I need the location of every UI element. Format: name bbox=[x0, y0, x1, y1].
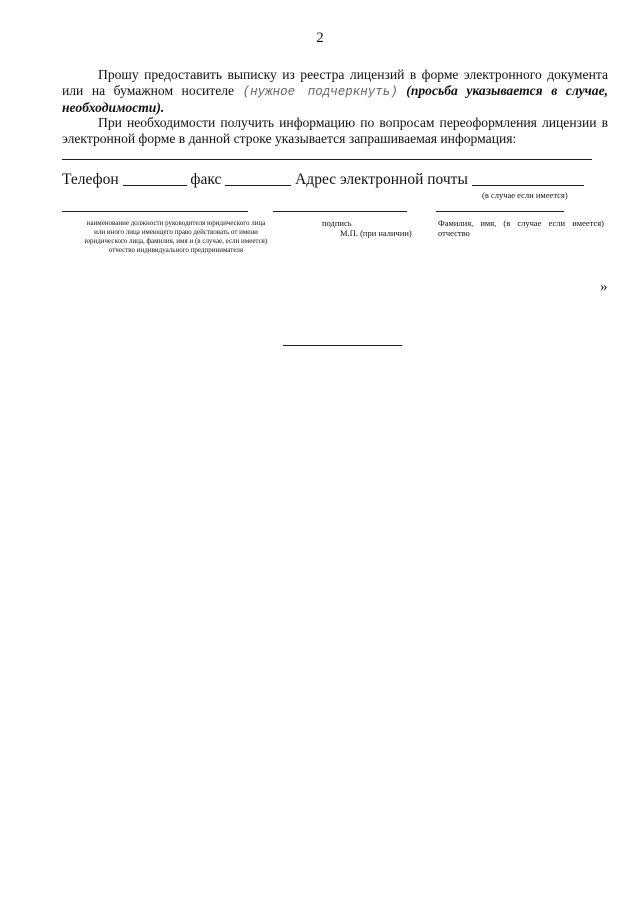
fax-blank bbox=[225, 171, 291, 186]
signature-caption: подпись bbox=[322, 218, 352, 228]
reissue-paragraph bbox=[62, 115, 608, 147]
name-caption: Фамилия, имя, (в случае если имеется) отчество bbox=[438, 218, 604, 238]
phone-blank bbox=[123, 171, 187, 186]
position-line bbox=[62, 211, 248, 212]
fax-label: факс bbox=[190, 171, 222, 188]
phone-label: Телефон bbox=[62, 171, 119, 188]
request-text: Прошу предоставить выписку из реестра лицензий в форме электронного документа или на бумажном носителе bbox=[62, 67, 608, 98]
requested-info-line bbox=[62, 159, 592, 160]
request-note: (просьба указывается в случае, необходимости). bbox=[62, 83, 609, 115]
email-blank bbox=[472, 171, 584, 186]
stamp-caption: М.П. (при наличии) bbox=[340, 228, 412, 238]
reissue-text: При необходимости получить информацию по вопросам переоформления лицензии в электронной форме в данной строке указывается запрашиваемая информация: bbox=[62, 115, 608, 146]
page-number: 2 bbox=[316, 30, 324, 46]
email-note: (в случае если имеется) bbox=[482, 190, 568, 200]
position-caption: наименование должности руководителя юридического лица или иного лица имеющего право действовать от имени юридического лица, фамилия, имя и (в случае, если имеется) отчество индивидуального предпринимателя bbox=[84, 219, 268, 254]
name-line bbox=[436, 211, 564, 212]
signature-line bbox=[273, 211, 407, 212]
contacts-row bbox=[62, 171, 584, 189]
underline-hint: (нужное подчеркнуть) bbox=[242, 85, 398, 99]
email-label: Адрес электронной почты bbox=[295, 171, 468, 188]
request-paragraph bbox=[62, 67, 608, 116]
end-separator-line bbox=[283, 345, 402, 346]
closing-quote: » bbox=[600, 279, 608, 295]
